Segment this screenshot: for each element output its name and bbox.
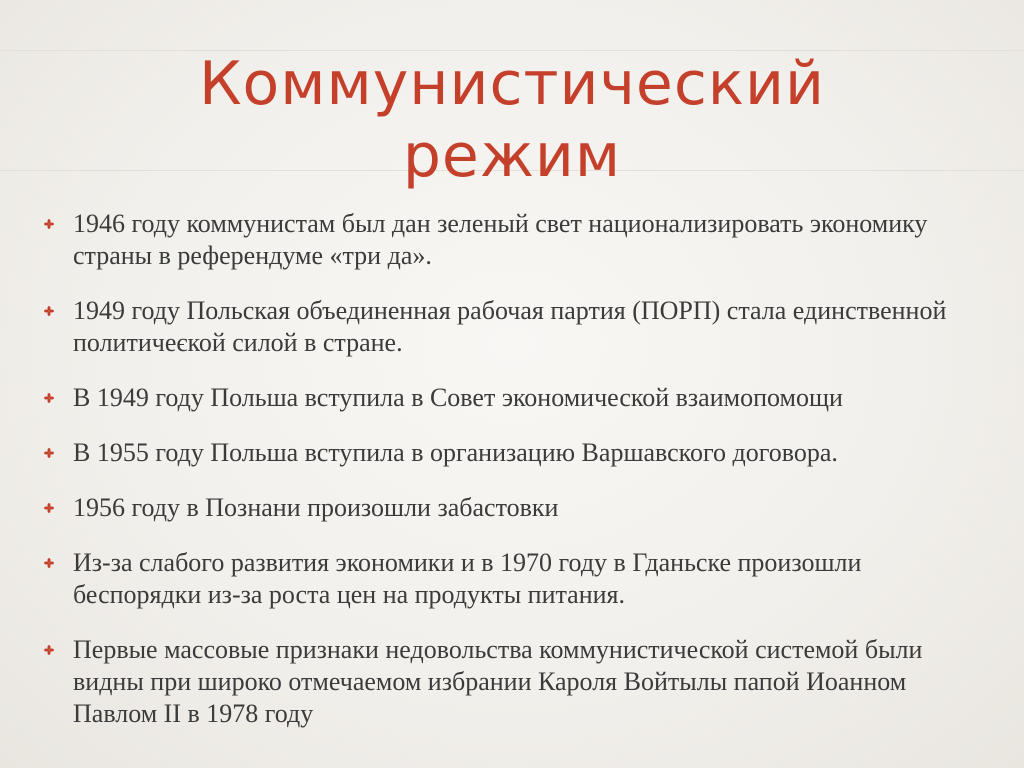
fleuron-icon [44, 393, 54, 403]
bullet-item [44, 547, 974, 611]
slide-title-line-2: режим [402, 121, 622, 191]
bullet-text: 1946 году коммунистам был дан зеленый свет национализировать экономику страны в референдуме «три да». [73, 209, 928, 270]
bullet-item [44, 208, 974, 272]
bullet-text: 1956 году в Познани произошли забастовки [73, 493, 559, 522]
fleuron-icon [44, 503, 54, 513]
bullet-item [44, 295, 974, 359]
bullet-item [44, 492, 974, 524]
fleuron-icon [44, 306, 54, 316]
bullet-text: Первые массовые признаки недовольства коммунистической системой были видны при широко отмечаемом избрании Кароля Войтылы папой Иоанном Павлом II в 1978 году [73, 635, 923, 728]
slide-title [0, 48, 1024, 192]
bullet-item [44, 437, 974, 469]
fleuron-icon [44, 558, 54, 568]
fleuron-icon [44, 448, 54, 458]
bullet-text: 1949 году Польская объединенная рабочая партия (ПОРП) стала единственной политичеєкой силой в стране. [73, 296, 947, 357]
bullet-text: Из-за слабого развития экономики и в 1970 году в Гданьске произошли беспорядки из-за роста цен на продукты питания. [73, 548, 862, 609]
bullet-text: В 1949 году Польша вступила в Совет экономической взаимопомощи [73, 383, 843, 412]
fleuron-icon [44, 219, 54, 229]
fleuron-icon [44, 645, 54, 655]
bullet-item [44, 634, 974, 730]
slide-title-line-1: Коммунистический [198, 49, 826, 119]
bullet-text: В 1955 году Польша вступила в организацию Варшавского договора. [73, 438, 838, 467]
bullet-item [44, 382, 974, 414]
bullet-list [44, 208, 974, 753]
